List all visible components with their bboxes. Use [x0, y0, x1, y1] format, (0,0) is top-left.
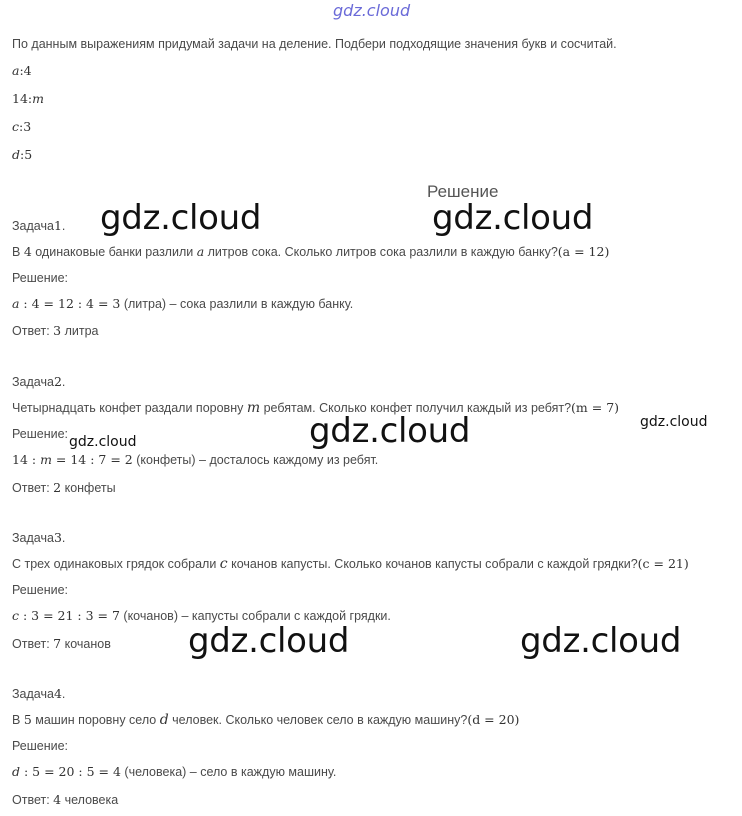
condition-text: кочанов капусты. Сколько кочанов капусты собрали с каждой грядки? — [227, 557, 638, 571]
condition-variable: c — [219, 556, 228, 572]
answer-text: конфеты — [61, 481, 116, 495]
exercise-intro: По данным выражениям придумай задачи на деление. Подбери подходящие значения букв и сосчитай. — [12, 37, 617, 51]
condition-number: 5 — [23, 712, 32, 727]
condition-value: (a = 12) — [557, 244, 610, 259]
condition-text: литров сока. Сколько литров сока разлили в каждую банку? — [204, 245, 558, 259]
task-1-calculation — [12, 296, 353, 311]
task-heading-suffix: . — [61, 219, 66, 233]
task-4-solution-label: Решение: — [12, 739, 69, 753]
task-1-heading — [12, 218, 65, 233]
calc-text: (человека) – село в каждую машину. — [120, 765, 337, 779]
condition-text: В — [12, 713, 24, 727]
condition-text: одинаковые банки разлили — [31, 245, 197, 259]
calc-variable: c — [12, 608, 20, 623]
answer-text: кочанов — [61, 637, 111, 651]
answer-prefix: Ответ: — [12, 793, 54, 807]
task-4-calculation — [12, 764, 336, 779]
task-2-heading — [12, 374, 65, 389]
calc-variable: d — [12, 764, 21, 779]
condition-value: (m = 7) — [571, 400, 620, 415]
condition-text: ребятам. Сколько конфет получил каждый из ребят? — [260, 401, 572, 415]
condition-value: (d = 20) — [467, 712, 520, 727]
expression-left: d — [12, 147, 21, 162]
answer-prefix: Ответ: — [12, 324, 54, 338]
task-number: 3 — [53, 530, 62, 545]
condition-value: (c = 21) — [637, 556, 689, 571]
watermark-top: gdz.cloud — [333, 1, 411, 20]
condition-text: С трех одинаковых грядок собрали — [12, 557, 220, 571]
answer-prefix: Ответ: — [12, 637, 54, 651]
expression-op: : — [19, 63, 24, 78]
expression-right: 5 — [24, 147, 33, 162]
calc-variable: a — [12, 296, 20, 311]
task-heading-prefix: Задача — [12, 375, 54, 389]
task-number: 2 — [53, 374, 62, 389]
expression-left: a — [12, 63, 20, 78]
expression-right: 3 — [23, 119, 32, 134]
calc-prefix: 14 : — [12, 452, 41, 467]
condition-variable: a — [196, 244, 205, 259]
task-heading-suffix: . — [61, 375, 66, 389]
answer-number: 4 — [53, 792, 62, 807]
task-heading-prefix: Задача — [12, 219, 54, 233]
answer-number: 2 — [53, 480, 62, 495]
answer-text: человека — [61, 793, 119, 807]
condition-text: человек. Сколько человек село в каждую машину? — [168, 713, 468, 727]
expression-1 — [12, 63, 32, 78]
condition-number: 4 — [23, 244, 32, 259]
calc-expression: : 5 = 20 : 5 = 4 — [20, 764, 121, 779]
expression-left: 14 — [12, 91, 28, 106]
watermark: gdz.cloud — [432, 198, 594, 238]
expression-3 — [12, 119, 31, 134]
answer-prefix: Ответ: — [12, 481, 54, 495]
expression-op: : — [20, 147, 25, 162]
task-1-solution-label: Решение: — [12, 271, 69, 285]
calc-variable: m — [40, 452, 52, 467]
watermark: gdz.cloud — [640, 414, 708, 430]
calc-text: (литра) – сока разлили в каждую банку. — [120, 297, 354, 311]
task-heading-prefix: Задача — [12, 687, 54, 701]
expression-left: c — [12, 119, 20, 134]
condition-text: Четырнадцать конфет раздали поровну — [12, 401, 247, 415]
condition-variable: d — [159, 712, 169, 728]
calc-expression: : 3 = 21 : 3 = 7 — [19, 608, 120, 623]
watermark: gdz.cloud — [520, 621, 682, 661]
task-4-answer — [12, 792, 118, 807]
condition-text: В — [12, 245, 24, 259]
answer-number: 7 — [53, 636, 62, 651]
task-4-heading — [12, 686, 65, 701]
task-number: 1 — [53, 218, 62, 233]
expression-2 — [12, 91, 44, 106]
watermark: gdz.cloud — [69, 434, 137, 450]
watermark: gdz.cloud — [100, 198, 262, 238]
expression-4 — [12, 147, 32, 162]
task-3-heading — [12, 530, 65, 545]
expression-right: m — [32, 91, 44, 106]
condition-variable: m — [246, 400, 261, 416]
calc-expression: : 4 = 12 : 4 = 3 — [19, 296, 121, 311]
task-3-answer — [12, 636, 111, 651]
task-2-calculation — [12, 452, 378, 467]
expression-op: : — [27, 91, 33, 106]
task-1-answer — [12, 323, 99, 338]
watermark: gdz.cloud — [188, 621, 350, 661]
task-3-solution-label: Решение: — [12, 583, 69, 597]
task-heading-suffix: . — [61, 687, 66, 701]
calc-text: (кочанов) – капусты собрали с каждой грядки. — [119, 609, 391, 623]
expression-op: : — [19, 119, 24, 134]
task-1-condition — [12, 244, 609, 259]
task-3-condition — [12, 556, 689, 572]
task-heading-prefix: Задача — [12, 531, 54, 545]
task-2-solution-label: Решение: — [12, 427, 69, 441]
task-2-answer — [12, 480, 116, 495]
solution-title: Решение — [427, 182, 499, 201]
calc-expression: = 14 : 7 = 2 — [51, 452, 133, 467]
task-heading-suffix: . — [61, 531, 66, 545]
answer-number: 3 — [53, 323, 62, 338]
expression-right: 4 — [23, 63, 32, 78]
calc-text: (конфеты) – досталось каждому из ребят. — [132, 453, 379, 467]
task-4-condition — [12, 712, 519, 728]
watermark: gdz.cloud — [309, 411, 471, 451]
condition-text: машин поровну село — [31, 713, 160, 727]
answer-text: литра — [61, 324, 99, 338]
task-number: 4 — [53, 686, 62, 701]
